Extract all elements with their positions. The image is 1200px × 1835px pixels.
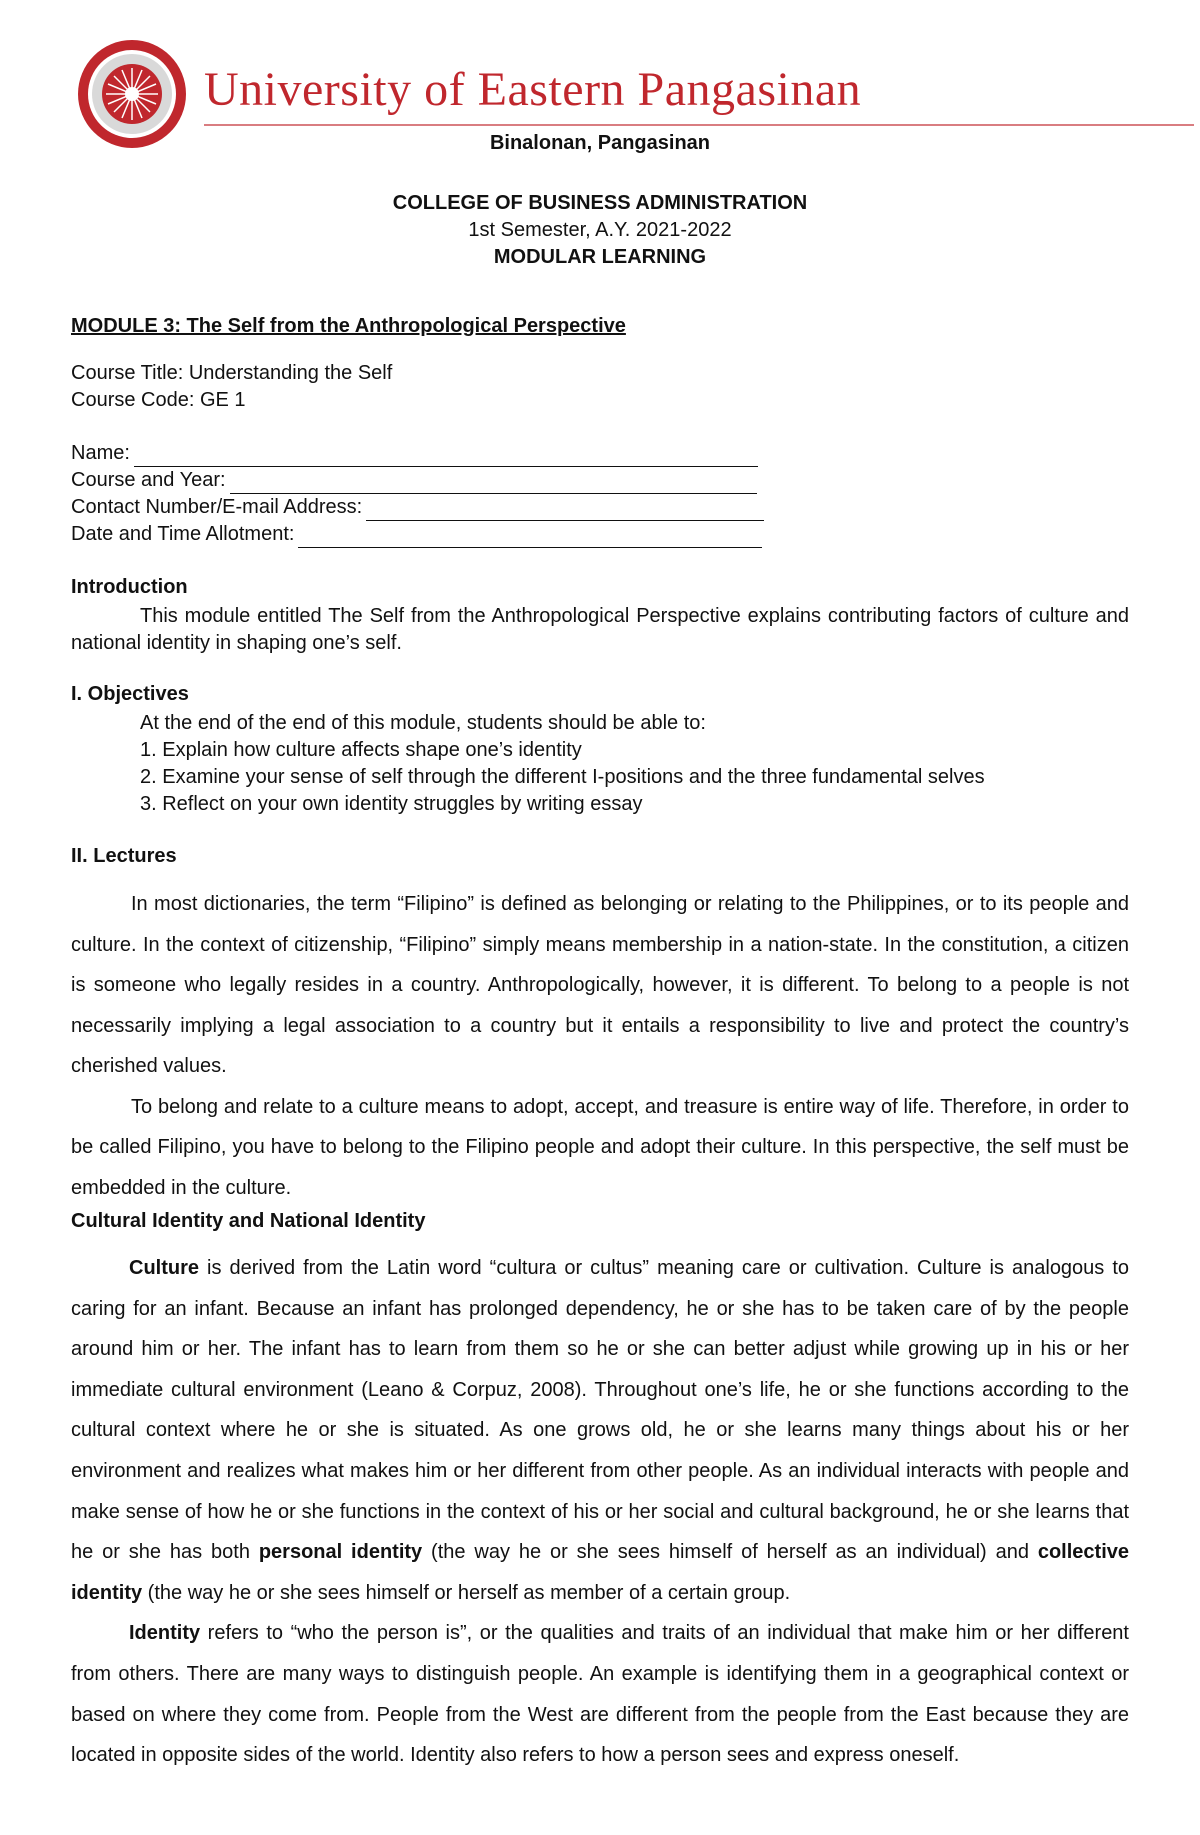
lectures-heading: II. Lectures — [71, 845, 177, 867]
name-field[interactable] — [71, 440, 1129, 467]
objectives-lead: At the end of the end of this module, students should be able to: — [140, 712, 706, 734]
field-label: Course and Year: — [71, 469, 226, 491]
cultural-identity-heading: Cultural Identity and National Identity — [71, 1210, 426, 1232]
university-location: Binalonan, Pangasinan — [489, 132, 711, 154]
blank-line — [366, 501, 764, 521]
field-label: Date and Time Allotment: — [71, 523, 295, 545]
semester-line: 1st Semester, A.Y. 2021-2022 — [468, 219, 732, 241]
blank-line — [298, 528, 762, 548]
lecture-paragraph: To belong and relate to a culture means to adopt, accept, and treasure is entire way of life. Therefore, in order to be called Filipino, you have to belong to the Filipino people and adopt their culture. In this perspective, the self must be embedded in the culture. — [71, 1095, 1129, 1199]
term-identity: Identity — [129, 1622, 201, 1645]
learning-mode: MODULAR LEARNING — [493, 246, 707, 268]
introduction-heading: Introduction — [71, 576, 188, 598]
term-collective-identity: collective identity — [71, 1541, 1130, 1604]
student-fields — [71, 440, 1129, 548]
culture-paragraph — [71, 1248, 1129, 1613]
introduction-body: This module entitled The Self from the Anthropological Perspective explains contributing factors of culture and national identity in shaping one’s self. — [71, 605, 1129, 654]
objectives-list — [71, 710, 1129, 818]
objective-item: 2. Examine your sense of self through the different I-positions and the three fundamental selves — [140, 766, 985, 788]
lectures-body — [71, 884, 1129, 1208]
course-info — [71, 360, 1129, 414]
course-code: Course Code: GE 1 — [71, 389, 246, 411]
college-name: COLLEGE OF BUSINESS ADMINISTRATION — [392, 192, 808, 214]
paragraph-text: (the way he or she sees himself of herself as an individual) and — [422, 1541, 1038, 1564]
field-label: Contact Number/E-mail Address: — [71, 496, 363, 518]
course-title: Course Title: Understanding the Self — [71, 362, 393, 384]
paragraph-text: is derived from the Latin word “cultura or cultus” meaning care or cultivation. Culture is analogous to caring for an infant. Because an infant has prolonged dependency, he or she has to be taken care of by the people around him or her. The infant has to learn from them so he or she can better adjust while growing up in his or her immediate cultural environment (Leano & Corpuz, 2008). Throughout one’s life, he or she functions according to the cultural context where he or she is situated. As one grows old, he or she learns many things about his or her environment and realizes what makes him or her different from other people. As an individual interacts with people and make sense of how he or she functions in the context of his or her social and cultural background, he or she learns that he or she has both — [71, 1257, 1129, 1564]
term-personal-identity: personal identity — [258, 1541, 423, 1564]
course-year-field[interactable] — [71, 467, 1129, 494]
cultural-identity-body — [71, 1248, 1129, 1776]
field-label: Name: — [71, 442, 130, 464]
lecture-paragraph: In most dictionaries, the term “Filipino” is defined as belonging or relating to the Philippines, or to its people and culture. In the context of citizenship, “Filipino” simply means membership in a nation-state. In the constitution, a citizen is someone who legally resides in a country. Anthropologically, however, it is different. To belong to a people is not necessarily implying a legal association to a country but it entails a responsibility to live and protect the country’s cherished values. — [71, 893, 1129, 1077]
objective-item: 3. Reflect on your own identity struggles by writing essay — [140, 793, 643, 815]
module-title: MODULE 3: The Self from the Anthropological Perspective — [71, 315, 626, 337]
objectives-heading: I. Objectives — [71, 683, 189, 705]
university-name: University of Eastern Pangasinan — [204, 63, 862, 116]
paragraph-text: (the way he or she sees himself or herself as member of a certain group. — [142, 1581, 791, 1604]
objective-item: 1. Explain how culture affects shape one’s identity — [140, 739, 582, 761]
date-time-field[interactable] — [71, 521, 1129, 548]
header-rule — [204, 124, 1194, 126]
blank-line — [230, 474, 757, 494]
term-culture: Culture — [129, 1257, 199, 1279]
identity-paragraph — [71, 1613, 1129, 1775]
paragraph-text: refers to “who the person is”, or the qualities and traits of an individual that make him or her different from others. There are many ways to distinguish people. An example is identifying them in a geographical context or based on where they come from. People from the West are different from the people from the East because they are located in opposite sides of the world. Identity also refers to how a person sees and express oneself. — [71, 1622, 1129, 1767]
introduction-text — [71, 603, 1129, 657]
college-block — [0, 190, 1200, 271]
blank-line — [134, 447, 758, 467]
contact-field[interactable] — [71, 494, 1129, 521]
